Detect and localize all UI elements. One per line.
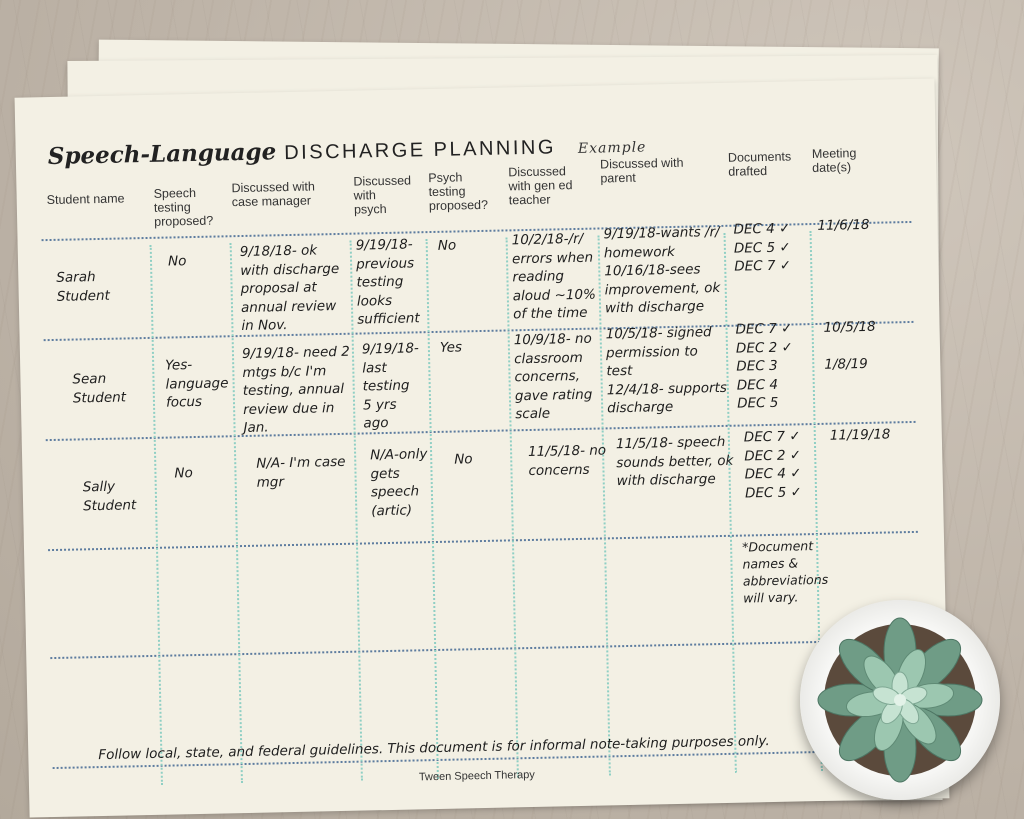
gen-ed-cell: 11/5/18- no concerns (527, 442, 607, 479)
header-speech-testing: Speech testing proposed? (153, 185, 214, 229)
header-gen-ed: Discussed with gen ed teacher (508, 164, 573, 208)
succulent-icon (800, 600, 1000, 800)
meeting-dates-cell: 11/19/18 (829, 426, 891, 444)
psych-testing-cell: Yes (439, 339, 463, 356)
title-example: Example (577, 139, 647, 157)
student-name: Sean Student (72, 370, 127, 407)
header-documents: Documents drafted (727, 149, 792, 179)
title-script: Speech-Language (47, 138, 277, 171)
column-divider (724, 233, 737, 773)
psych-testing-cell: No (437, 237, 457, 254)
speech-testing-cell: No (167, 253, 187, 270)
footer-disclaimer: Follow local, state, and federal guidelines. This document is for informal note-taking purposes only. (98, 733, 770, 764)
meeting-dates-cell: 10/5/18 1/8/19 (823, 318, 876, 373)
title-caps: DISCHARGE PLANNING (284, 136, 557, 165)
header-student-name: Student name (46, 191, 125, 208)
header-psych: Discussed with psych (353, 173, 412, 217)
column-divider (150, 245, 163, 785)
student-name: Sally Student (82, 478, 137, 514)
credit-line: Tween Speech Therapy (418, 768, 535, 784)
psych-cell: 9/19/18- last testing 5 yrs ago (361, 340, 419, 432)
case-manager-cell: 9/19/18- need 2 mtgs b/c I'm testing, annual review due in Jan. (241, 343, 350, 436)
parent-cell: 10/5/18- signed permission to test 12/4/18- supports discharge (605, 324, 728, 417)
header-meeting-dates: Meeting date(s) (811, 146, 857, 176)
documents-note: *Document names & abbreviations will vary. (741, 538, 829, 606)
gen-ed-cell: 10/2/18-/r/ errors when reading aloud ~10% of the time (511, 230, 597, 323)
succulent-plant-pot (800, 600, 1000, 800)
documents-cell: DEC 7 ✓ DEC 2 ✓ DEC 3 DEC 4 DEC 5 (735, 320, 793, 412)
header-case-manager: Discussed with case manager (231, 179, 316, 210)
psych-cell: 9/19/18- previous testing looks sufficient (355, 236, 420, 328)
case-manager-cell: 9/18/18- ok with discharge proposal at annual review in Nov. (239, 242, 340, 335)
documents-cell: DEC 7 ✓ DEC 2 ✓ DEC 4 ✓ DEC 5 ✓ (743, 428, 802, 502)
speech-testing-cell: No (174, 465, 193, 482)
psych-testing-cell: No (454, 451, 473, 468)
documents-cell: DEC 4 ✓ DEC 5 ✓ DEC 7 ✓ (733, 220, 792, 275)
case-manager-cell: N/A- I'm case mgr (256, 453, 346, 491)
header-parent: Discussed with parent (599, 155, 684, 186)
header-psych-testing: Psych testing proposed? (428, 170, 489, 214)
meeting-dates-cell: 11/6/18 (817, 216, 870, 234)
psych-cell: N/A-only gets speech (artic) (369, 446, 428, 519)
parent-cell: 11/5/18- speech sounds better, ok with discharge (615, 433, 734, 490)
gen-ed-cell: 10/9/18- no classroom concerns, gave rating scale (513, 330, 593, 423)
parent-cell: 9/19/18-wants /r/ homework 10/16/18-sees improvement, ok with discharge (603, 223, 721, 317)
student-name: Sarah Student (56, 269, 111, 305)
row-divider (50, 639, 920, 659)
speech-testing-cell: Yes- language focus (165, 357, 229, 411)
